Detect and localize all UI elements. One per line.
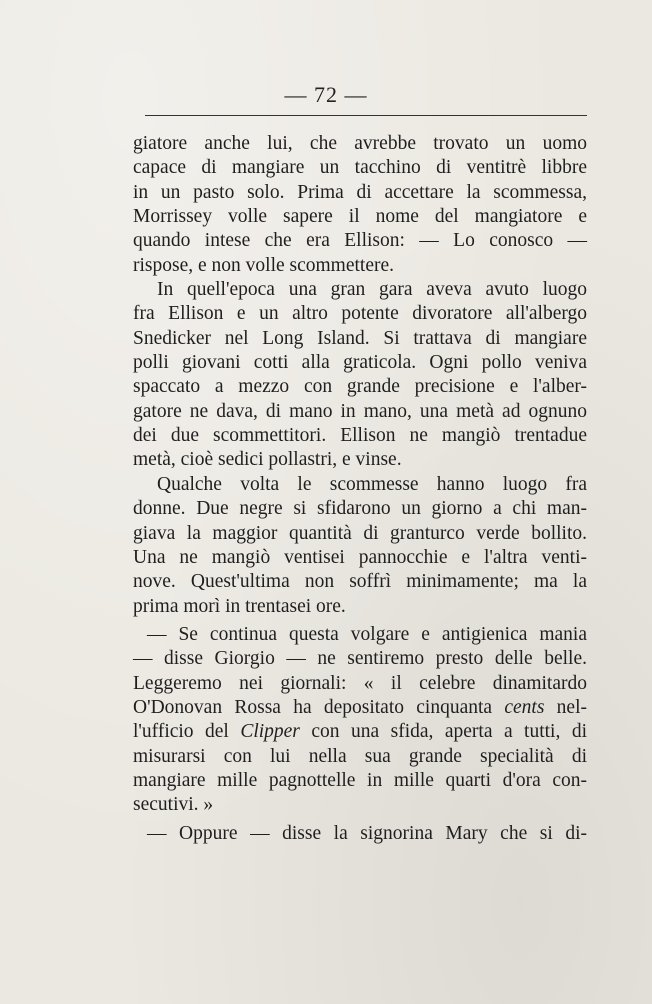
text-line: giatore anche lui, che avrebbe trovato un uomo bbox=[133, 133, 587, 154]
page-number: — 72 — bbox=[284, 82, 368, 107]
text-fragment: l'ufficio del bbox=[133, 721, 229, 743]
paragraph-1 bbox=[133, 132, 587, 278]
paragraph-2 bbox=[133, 278, 587, 473]
text-line: misurarsi con lui nella sua grande specialità di bbox=[133, 745, 587, 767]
text-line: — Se continua questa volgare e antigienica mania bbox=[147, 623, 587, 645]
text-line: giava la maggior quantità di granturco verde bollito. bbox=[133, 522, 587, 544]
text-line: — disse Giorgio — ne sentiremo presto delle belle. bbox=[133, 648, 587, 670]
text-line: donne. Due negre si sfidarono un giorno a chi man- bbox=[133, 498, 587, 520]
text-line: Una ne mangiò ventisei pannocchie e l'altra venti- bbox=[133, 546, 587, 568]
text-line: Morrissey volle sapere il nome del mangiatore e bbox=[133, 206, 587, 228]
text-line: — Oppure — disse la signorina Mary che si di- bbox=[147, 822, 587, 844]
paragraph-4 bbox=[133, 623, 587, 818]
text-fragment: con una sfida, aperta a tutti, di bbox=[299, 721, 587, 743]
text-line: quando intese che era Ellison: — Lo conosco — bbox=[133, 230, 587, 252]
text-line: polli giovani cotti alla graticola. Ogni pollo veniva bbox=[133, 352, 587, 374]
text-line: dei due scommettitori. Ellison ne mangiò trentadue bbox=[133, 425, 587, 447]
text-line: in un pasto solo. Prima di accettare la scommessa, bbox=[133, 181, 587, 203]
text-line: capace di mangiare un tacchino di ventitrè libbre bbox=[133, 157, 587, 179]
text-fragment: O'Donovan Rossa ha depositato cinquanta bbox=[133, 696, 493, 718]
text-line: In quell'epoca una gran gara aveva avuto luogo bbox=[157, 279, 587, 301]
text-line: Leggeremo nei giornali: « il celebre dinamitardo bbox=[133, 672, 587, 694]
text-line-mixed bbox=[133, 720, 587, 744]
text-line: spaccato a mezzo con grande precisione e l'alber- bbox=[133, 376, 587, 398]
text-line: fra Ellison e un altro potente divoratore all'albergo bbox=[133, 303, 587, 325]
text-line: mangiare mille pagnottelle in mille quarti d'ora con- bbox=[133, 769, 587, 791]
text-line: metà, cioè sedici pollastri, e vinse. bbox=[133, 449, 402, 471]
body-text bbox=[133, 132, 587, 846]
text-line: Qualche volta le scommesse hanno luogo fra bbox=[157, 473, 587, 495]
text-line: secutivi. » bbox=[133, 794, 214, 816]
text-line: gatore ne dava, di mano in mano, una metà ad ognuno bbox=[133, 400, 587, 422]
italic-word: Clipper bbox=[240, 721, 300, 743]
header-rule bbox=[145, 115, 587, 116]
text-line: prima morì in trentasei ore. bbox=[133, 595, 346, 617]
text-line: Snedicker nel Long Island. Si trattava di mangiare bbox=[133, 327, 587, 349]
text-fragment: nel- bbox=[544, 696, 587, 718]
italic-word: cents bbox=[504, 696, 545, 718]
paragraph-5 bbox=[133, 822, 587, 846]
paragraph-3 bbox=[133, 473, 587, 619]
text-line: nove. Quest'ultima non soffrì minimamente; ma la bbox=[133, 571, 587, 593]
text-line: rispose, e non volle scommettere. bbox=[133, 254, 395, 276]
text-line-mixed bbox=[133, 696, 587, 720]
